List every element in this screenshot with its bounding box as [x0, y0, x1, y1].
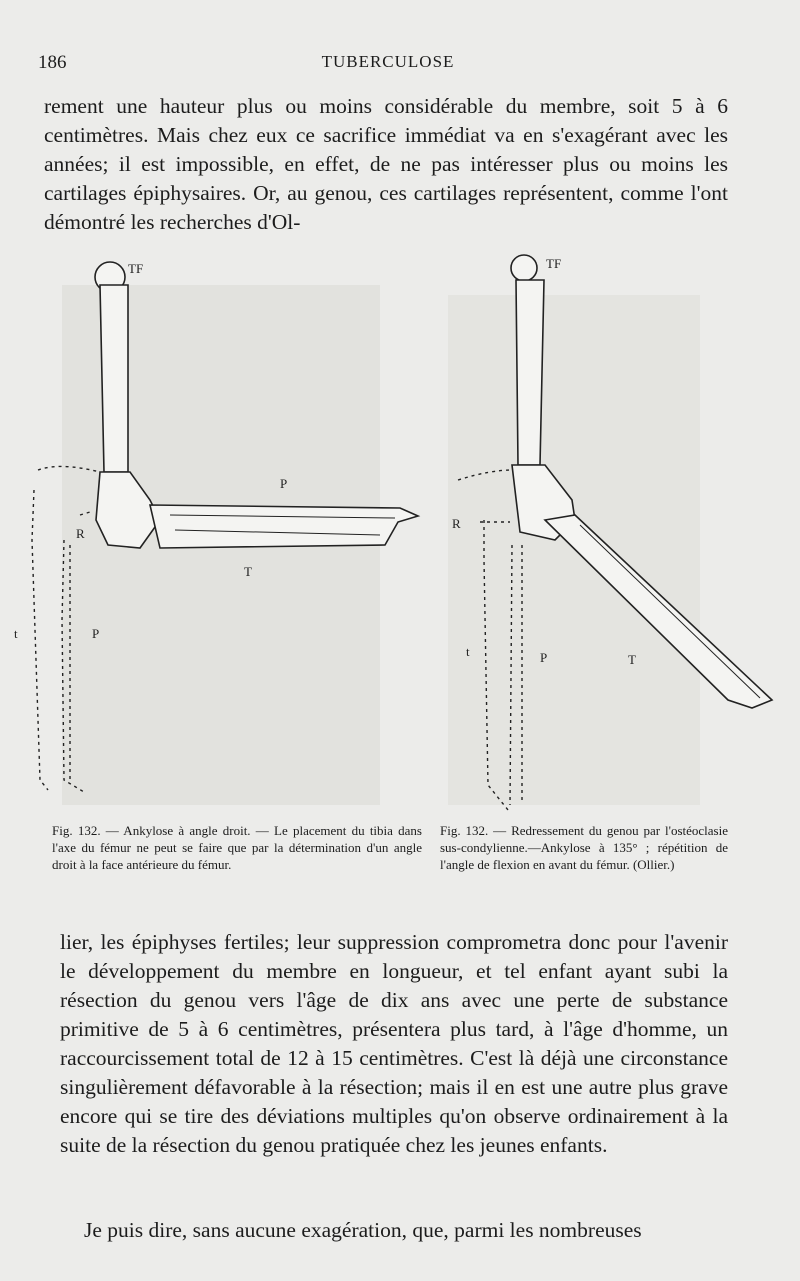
left-label-t-lower: t — [14, 626, 18, 641]
left-label-tf: TF — [128, 261, 144, 276]
right-label-t-upper: T — [628, 652, 636, 667]
caption-left: Fig. 132. — Ankylose à angle droit. — Le placement du tibia dans l'axe du fémur ne peut se faire que par la détermination d'un angle droit à la face antérieure du fémur. — [52, 823, 422, 872]
right-label-p-lower: P — [540, 650, 548, 665]
right-femur — [516, 280, 544, 465]
caption-right: Fig. 132. — Redressement du genou par l'ostéoclasie sus-condylienne.—Ankylose à 135° ; répétition de l'angle de flexion en avant du fémur. (Ollier.) — [440, 823, 728, 872]
right-plate-shadow — [448, 295, 700, 805]
left-label-p-upper: P — [280, 476, 288, 491]
paragraph-last: Je puis dire, sans aucune exagération, que, parmi les nombreuses — [84, 1218, 642, 1242]
left-label-t-upper: T — [244, 564, 252, 579]
right-femoral-head — [511, 255, 537, 281]
running-title: TUBERCULOSE — [321, 52, 455, 71]
right-label-r: R — [452, 516, 461, 531]
page-number: 186 — [38, 52, 67, 73]
left-label-r: R — [76, 526, 85, 541]
left-tibia — [150, 505, 418, 548]
figures — [0, 240, 800, 820]
left-femur — [100, 285, 128, 472]
right-label-t-lower: t — [466, 644, 470, 659]
left-label-p-lower: P — [92, 626, 100, 641]
page-header — [38, 52, 738, 82]
right-label-tf: TF — [546, 256, 562, 271]
paragraph-top: rement une hauteur plus ou moins considérable du membre, soit 5 à 6 centimètres. Mais chez eux ce sacrifice immédiat va en s'exagérant avec les années; il est impossible, en effet, de ne pas intéresser plus ou moins les cartilages épiphysaires. Or, au genou, ces cartilages représentent, comme l'ont démontré les recherches d'Ol- — [44, 94, 728, 234]
paragraph-bottom: lier, les épiphyses fertiles; leur suppression comprometra donc pour l'avenir le développement du membre en longueur, et tel enfant ayant subi la résection du genou vers l'âge de dix ans avec une perte de substance primitive de 5 à 6 centimètres, présentera plus tard, à l'âge d'homme, un raccourcissement total de 12 à 15 centimètres. C'est là déjà une circonstance singulièrement défavorable à la résection; mais il en est une autre plus grave encore qui se tire des déviations multiples qu'on observe ordinairement à la suite de la résection du genou pratiquée chez les jeunes enfants. — [60, 930, 728, 1157]
